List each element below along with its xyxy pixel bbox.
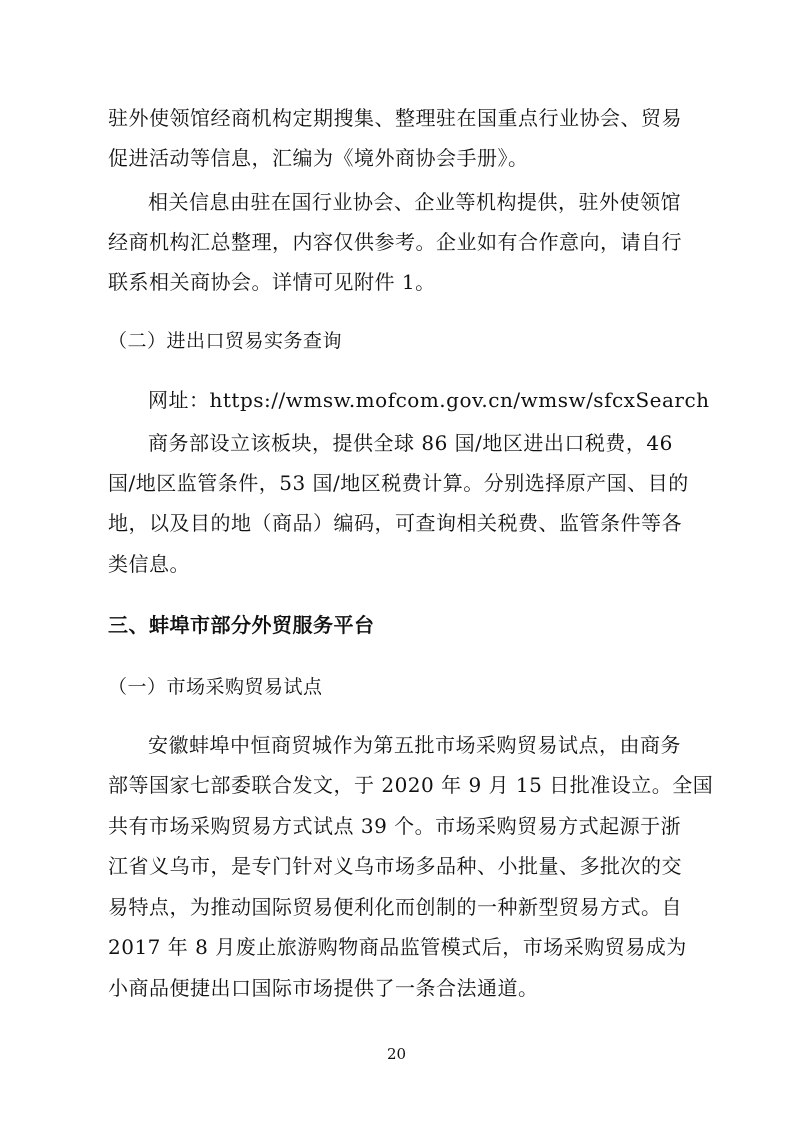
page-number: 20	[386, 1045, 407, 1063]
section3-line4: 江省义乌市，是专门针对义乌市场多品种、小批量、多批次的交	[108, 854, 682, 878]
section3-line3: 共有市场采购贸易方式试点 39 个。市场采购贸易方式起源于浙	[108, 814, 682, 838]
section3-sub1-heading: （一）市场采购贸易试点	[108, 676, 323, 698]
para1-line1: 驻外使领馆经商机构定期搜集、整理驻在国重点行业协会、贸易	[108, 106, 682, 130]
section3-heading: 三、蚌埠市部分外贸服务平台	[108, 613, 375, 637]
section2-sub2-line4: 类信息。	[108, 552, 190, 576]
section3-line2: 部等国家七部委联合发文，于 2020 年 9 月 15 日批准设立。全国	[108, 773, 714, 797]
section3-line1: 安徽蚌埠中恒商贸城作为第五批市场采购贸易试点，由商务	[148, 733, 681, 757]
para2-line3: 联系相关商协会。详情可见附件 1。	[108, 270, 436, 294]
section3-line7: 小商品便捷出口国际市场提供了一条合法通道。	[108, 976, 539, 1000]
section3-line5: 易特点，为推动国际贸易便利化而创制的一种新型贸易方式。自	[108, 895, 682, 919]
para2-line2: 经商机构汇总整理，内容仅供参考。企业如有合作意向，请自行	[108, 230, 682, 254]
section2-sub2-line1: 商务部设立该板块，提供全球 86 国/地区进出口税费，46	[148, 431, 673, 455]
url-line: 网址：https://wmsw.mofcom.gov.cn/wmsw/sfcxSearch	[148, 388, 710, 412]
para2-line1: 相关信息由驻在国行业协会、企业等机构提供，驻外使领馆	[148, 190, 681, 214]
section3-line6: 2017 年 8 月废止旅游购物商品监管模式后，市场采购贸易成为	[108, 935, 687, 959]
section2-sub2-line2: 国/地区监管条件，53 国/地区税费计算。分别选择原产国、目的	[108, 471, 689, 495]
para1-line2: 促进活动等信息，汇编为《境外商协会手册》。	[108, 146, 529, 170]
section2-sub2-heading: （二）进出口贸易实务查询	[108, 330, 343, 352]
section2-sub2-line3: 地，以及目的地（商品）编码，可查询相关税费、监管条件等各	[108, 511, 682, 535]
